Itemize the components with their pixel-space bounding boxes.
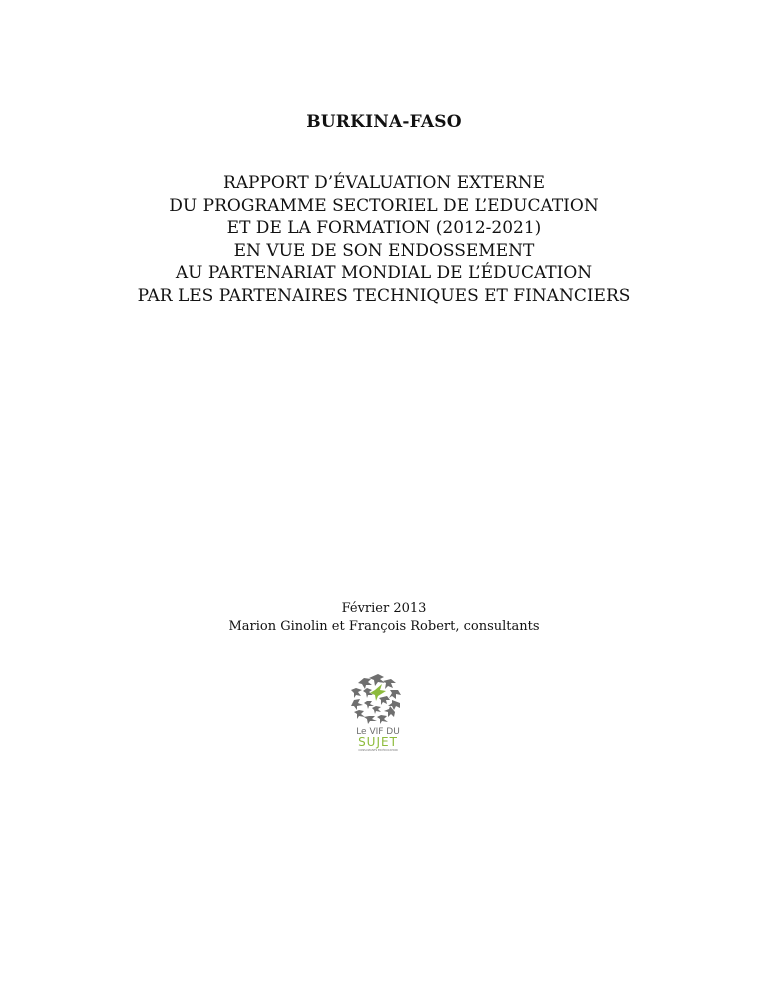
- company-logo: [343, 668, 413, 752]
- date-and-authors: [0, 600, 768, 636]
- report-title: [0, 172, 768, 307]
- report-date: Février 2013: [341, 601, 427, 616]
- logo-text-line1: Le VIF DU: [356, 727, 400, 737]
- title-line-5: AU PARTENARIAT MONDIAL DE L’ÉDUCATION: [175, 263, 593, 283]
- title-line-6: PAR LES PARTENAIRES TECHNIQUES ET FINANCIERS: [137, 285, 631, 306]
- logo-text-line2: SUJET: [358, 735, 398, 749]
- title-line-1: RAPPORT D’ÉVALUATION EXTERNE: [222, 173, 546, 193]
- title-line-2: DU PROGRAMME SECTORIEL DE L’EDUCATION: [169, 195, 599, 216]
- logo-tagline: CONSULTANTS EN ÉDUCATION: [358, 749, 398, 752]
- title-line-3: ET DE LA FORMATION (2012-2021): [226, 218, 542, 238]
- logo-icon: [343, 668, 413, 752]
- report-authors: Marion Ginolin et François Robert, consultants: [228, 619, 540, 634]
- title-line-4: EN VUE DE SON ENDOSSEMENT: [233, 240, 535, 261]
- country-heading: BURKINA-FASO: [306, 112, 462, 132]
